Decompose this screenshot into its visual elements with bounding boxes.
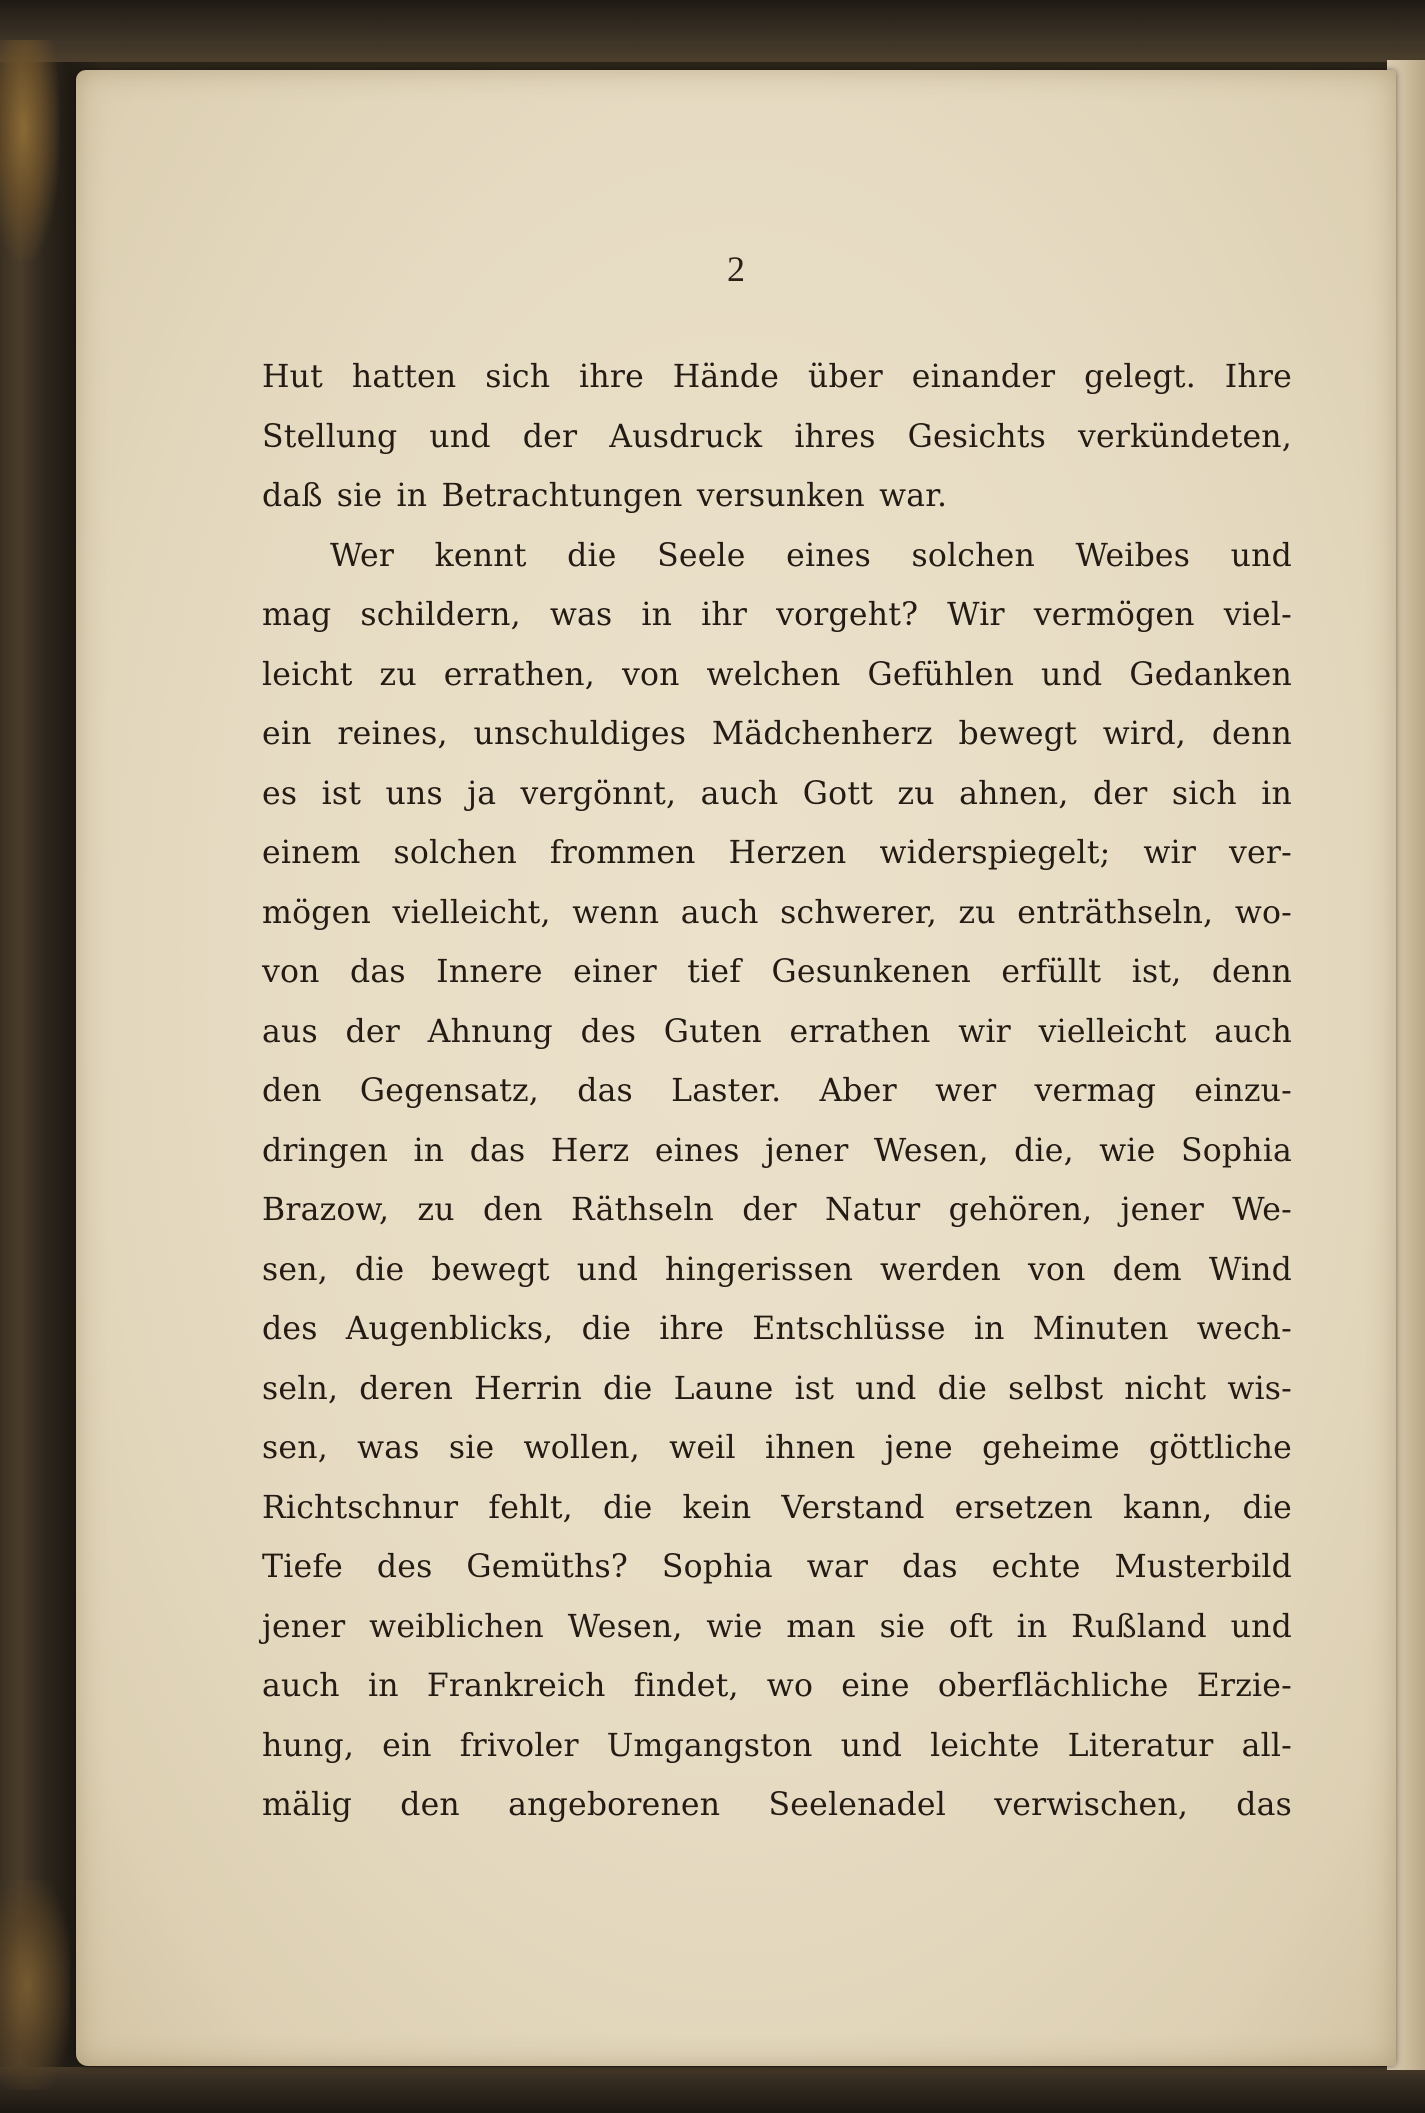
text-line: daß sie in Betrachtungen versunken war. [262, 478, 948, 514]
text-line: dringen in das Herz eines jener Wesen, die, wie Sophia [262, 1132, 1292, 1169]
book-page [76, 70, 1396, 2066]
text-line: mögen vielleicht, wenn auch schwerer, zu enträthseln, wo- [262, 894, 1292, 931]
text-line: aus der Ahnung des Guten errathen wir vielleicht auch [262, 1013, 1292, 1050]
cover-wear-bottom-left [0, 1880, 70, 2090]
text-line: den Gegensatz, das Laster. Aber wer vermag einzu- [262, 1073, 1292, 1109]
text-line: Brazow, zu den Räthseln der Natur gehören, jener We- [262, 1192, 1292, 1228]
text-line: Stellung und der Ausdruck ihres Gesichts verkündeten, [262, 418, 1292, 455]
text-line: es ist uns ja vergönnt, auch Gott zu ahnen, der sich in [262, 775, 1292, 812]
text-line: auch in Frankreich findet, wo eine oberflächliche Erzie- [262, 1668, 1292, 1704]
text-line: hung, ein frivoler Umgangston und leichte Literatur all- [262, 1727, 1292, 1764]
text-line: sen, die bewegt und hingerissen werden von dem Wind [262, 1251, 1292, 1288]
text-line: Richtschnur fehlt, die kein Verstand ersetzen kann, die [262, 1489, 1292, 1526]
cover-wear-top-left [0, 40, 60, 260]
text-line: Wer kennt die Seele eines solchen Weibes und [330, 537, 1292, 574]
page-number: 2 [727, 249, 745, 289]
text-line: Hut hatten sich ihre Hände über einander gelegt. Ihre [262, 359, 1292, 395]
text-line: Tiefe des Gemüths? Sophia war das echte Musterbild [262, 1549, 1292, 1585]
text-line: von das Innere einer tief Gesunkenen erfüllt ist, denn [262, 954, 1292, 990]
text-line: ein reines, unschuldiges Mädchenherz bewegt wird, denn [262, 716, 1292, 752]
text-line: mag schildern, was in ihr vorgeht? Wir vermögen viel- [262, 597, 1292, 633]
text-line: jener weiblichen Wesen, wie man sie oft in Rußland und [262, 1608, 1292, 1645]
text-line: mälig den angeborenen Seelenadel verwischen, das [262, 1787, 1292, 1823]
text-line: leicht zu errathen, von welchen Gefühlen und Gedanken [262, 656, 1292, 693]
text-line: seln, deren Herrin die Laune ist und die selbst nicht wis- [262, 1370, 1292, 1407]
text-line: einem solchen frommen Herzen widerspiegelt; wir ver- [262, 835, 1292, 871]
text-line: sen, was sie wollen, weil ihnen jene geheime göttliche [262, 1430, 1292, 1466]
text-line: des Augenblicks, die ihre Entschlüsse in Minuten wech- [262, 1311, 1292, 1347]
body-text [262, 348, 1292, 1836]
cover-bottom-edge [0, 2067, 1425, 2113]
cover-top-edge [0, 0, 1425, 62]
